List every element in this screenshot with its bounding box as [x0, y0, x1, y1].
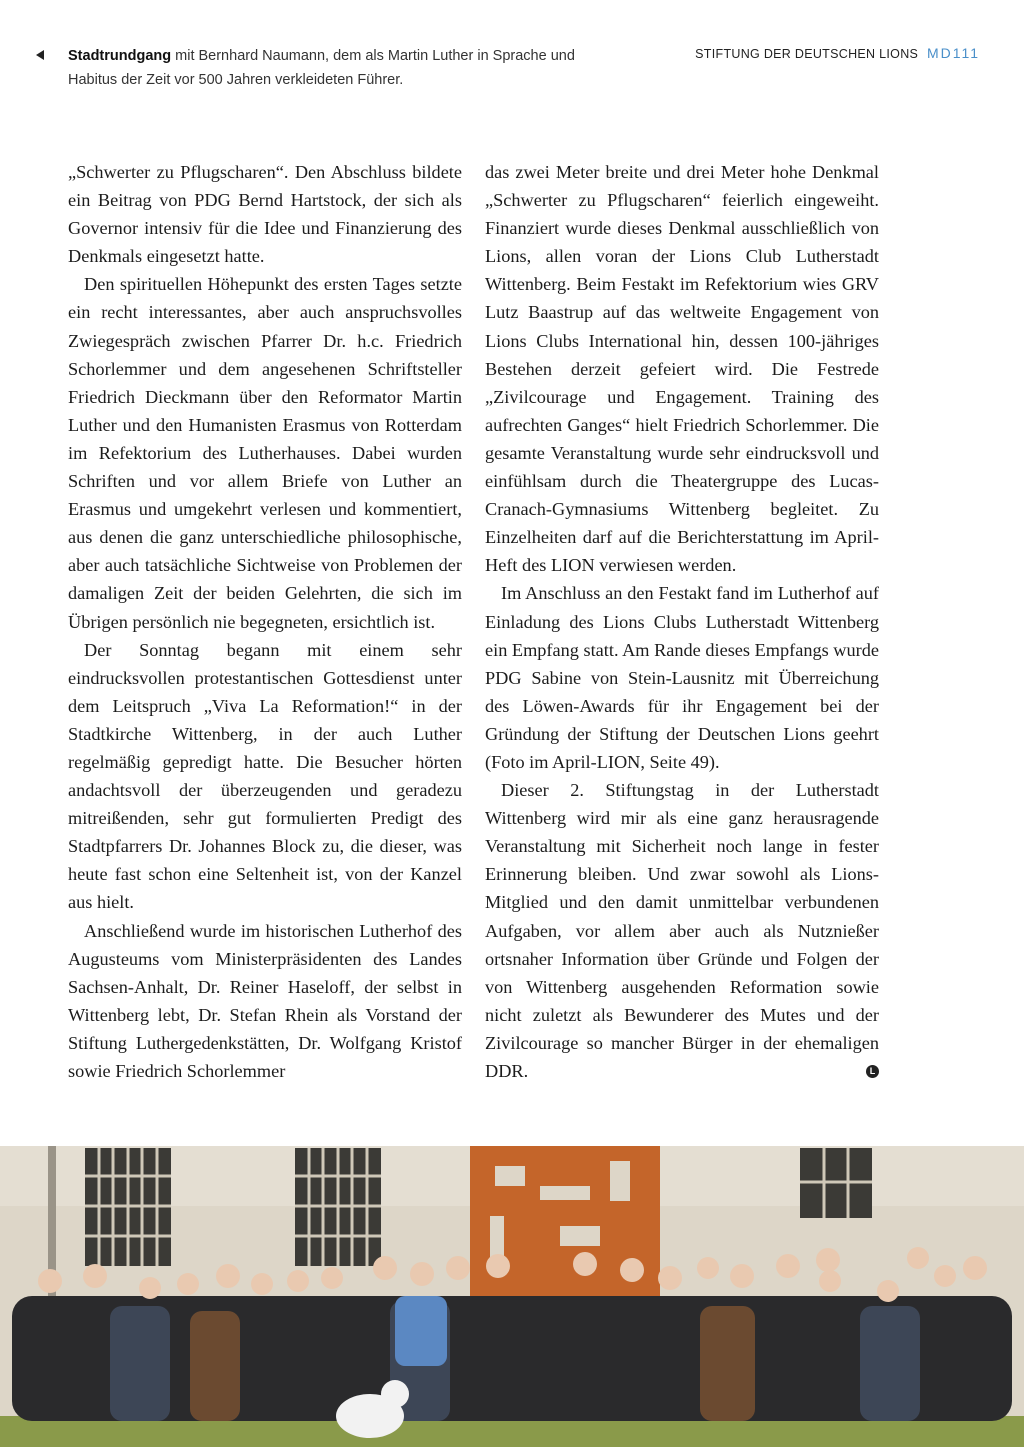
paragraph: „Schwerter zu Pflugscharen“. Den Abschluss bildete ein Beitrag von PDG Bernd Hartstock, der sich als Governor intensiv für die Idee und Finanzierung des Denkmals eingesetzt hatte. [68, 162, 462, 267]
group-photo [0, 1146, 1024, 1447]
section-title: STIFTUNG DER DEUTSCHEN LIONS [695, 47, 919, 61]
caption-text: mit Bernhard Naumann, dem als Martin Luther in Sprache und Habitus der Zeit vor 500 Jahren verkleideten Führer. [68, 48, 575, 88]
photo-caption [68, 44, 608, 92]
paragraph: Anschließend wurde im historischen Lutherhof des Augusteums vom Ministerpräsidenten des Landes Sachsen-Anhalt, Dr. Reiner Haseloff, der selbst in Wittenberg lebt, Dr. Stefan Rhein als Vorstand der Stiftung Luthergedenkstätten, Dr. Wolfgang Kristof sowie Friedrich Schorlemmer [68, 920, 462, 1081]
paragraph: Im Anschluss an den Festakt fand im Lutherhof auf Einladung des Lions Clubs Lutherstadt Wittenberg ein Empfang statt. Am Rande dieses Empfangs wurde PDG Sabine von Stein-Lausnitz mit Überreichung des Löwen-Awards für ihr Engagement bei der Gründung der Stiftung der Deutschen Lions geehrt (Foto im April-LION, Seite 49). [485, 583, 879, 772]
paragraph [485, 776, 879, 1085]
page-number: MD111 [926, 45, 980, 61]
paragraph-text: Dieser 2. Stiftungstag in der Lutherstadt Wittenberg wird mir als eine ganz herausragende Veranstaltung mit Sicherheit noch lange in fester Erinnerung bleiben. Und zwar sowohl als Lions-Mitglied und den damit unmittelbar verbundenen Aufgaben, vor allem aber auch als Nutznießer ortsnaher Information über Gründe und Folgen der von Wittenberg ausgehenden Reformation sowie nicht zuletzt als Bewunderer des Mutes und der Zivilcourage so mancher Bürger in der ehemaligen DDR. [485, 780, 879, 1081]
paragraph: das zwei Meter breite und drei Meter hohe Denkmal „Schwerter zu Pflugscharen“ feierlich eingeweiht. Finanziert wurde dieses Denkmal ausschließlich von Lions, allen voran der Lions Club Lutherstadt Wittenberg. Beim Festakt im Refektorium wies GRV Lutz Baastrup auf das weltweite Engagement von Lions Clubs International hin, dessen 100-jähriges Bestehen derzeit gefeiert wird. Die Festrede „Zivilcourage und Engagement. Training des aufrechten Ganges“ hielt Friedrich Schorlemmer. Die gesamte Veranstaltung wurde sehr eindrucksvoll und einfühlsam durch die Theatergruppe des Lucas-Cranach-Gymnasiums Wittenberg begleitet. Zu Einzelheiten darf auf die Berichterstattung im April-Heft des LION verwiesen werden. [485, 162, 879, 576]
caption-arrow-icon [36, 50, 44, 60]
running-head [695, 45, 980, 61]
paragraph: Der Sonntag begann mit einem sehr eindrucksvollen protestantischen Gottesdienst unter dem Leitspruch „Viva La Reformation!“ in der Stadtkirche Wittenberg, in der auch Luther regelmäßig gepredigt hatte. Die Besucher hörten andachtsvoll der überzeugenden und geradezu mitreißenden, sehr gut formulierten Predigt des Stadtpfarrers Dr. Johannes Block zu, die dieser, was heute fast schon eine Seltenheit ist, von der Kanzel aus hielt. [68, 639, 462, 913]
right-column [485, 158, 879, 1085]
lions-end-icon: L [866, 1065, 879, 1078]
paragraph: Den spirituellen Höhepunkt des ersten Tages setzte ein recht interessantes, aber auch anspruchsvolles Zwiegespräch zwischen Pfarrer Dr. h.c. Friedrich Schorlemmer und dem angesehenen Schriftsteller Friedrich Dieckmann über den Reformator Martin Luther und den Humanisten Erasmus von Rotterdam im Refektorium des Lutherhauses. Dabei wurden Schriften und vor allem Briefe von Luther an Erasmus und umgekehrt verlesen und kommentiert, aus denen die ganz unterschiedliche philosophische, aber auch tatsächliche Sichtweise von Problemen der damaligen Zeit der beiden Gelehrten, die sich im Übrigen persönlich nie begegneten, ersichtlich ist. [68, 274, 462, 632]
caption-bold: Stadtrundgang [68, 48, 172, 64]
group-photo-illustration [0, 1146, 1024, 1447]
left-column [68, 158, 462, 1085]
